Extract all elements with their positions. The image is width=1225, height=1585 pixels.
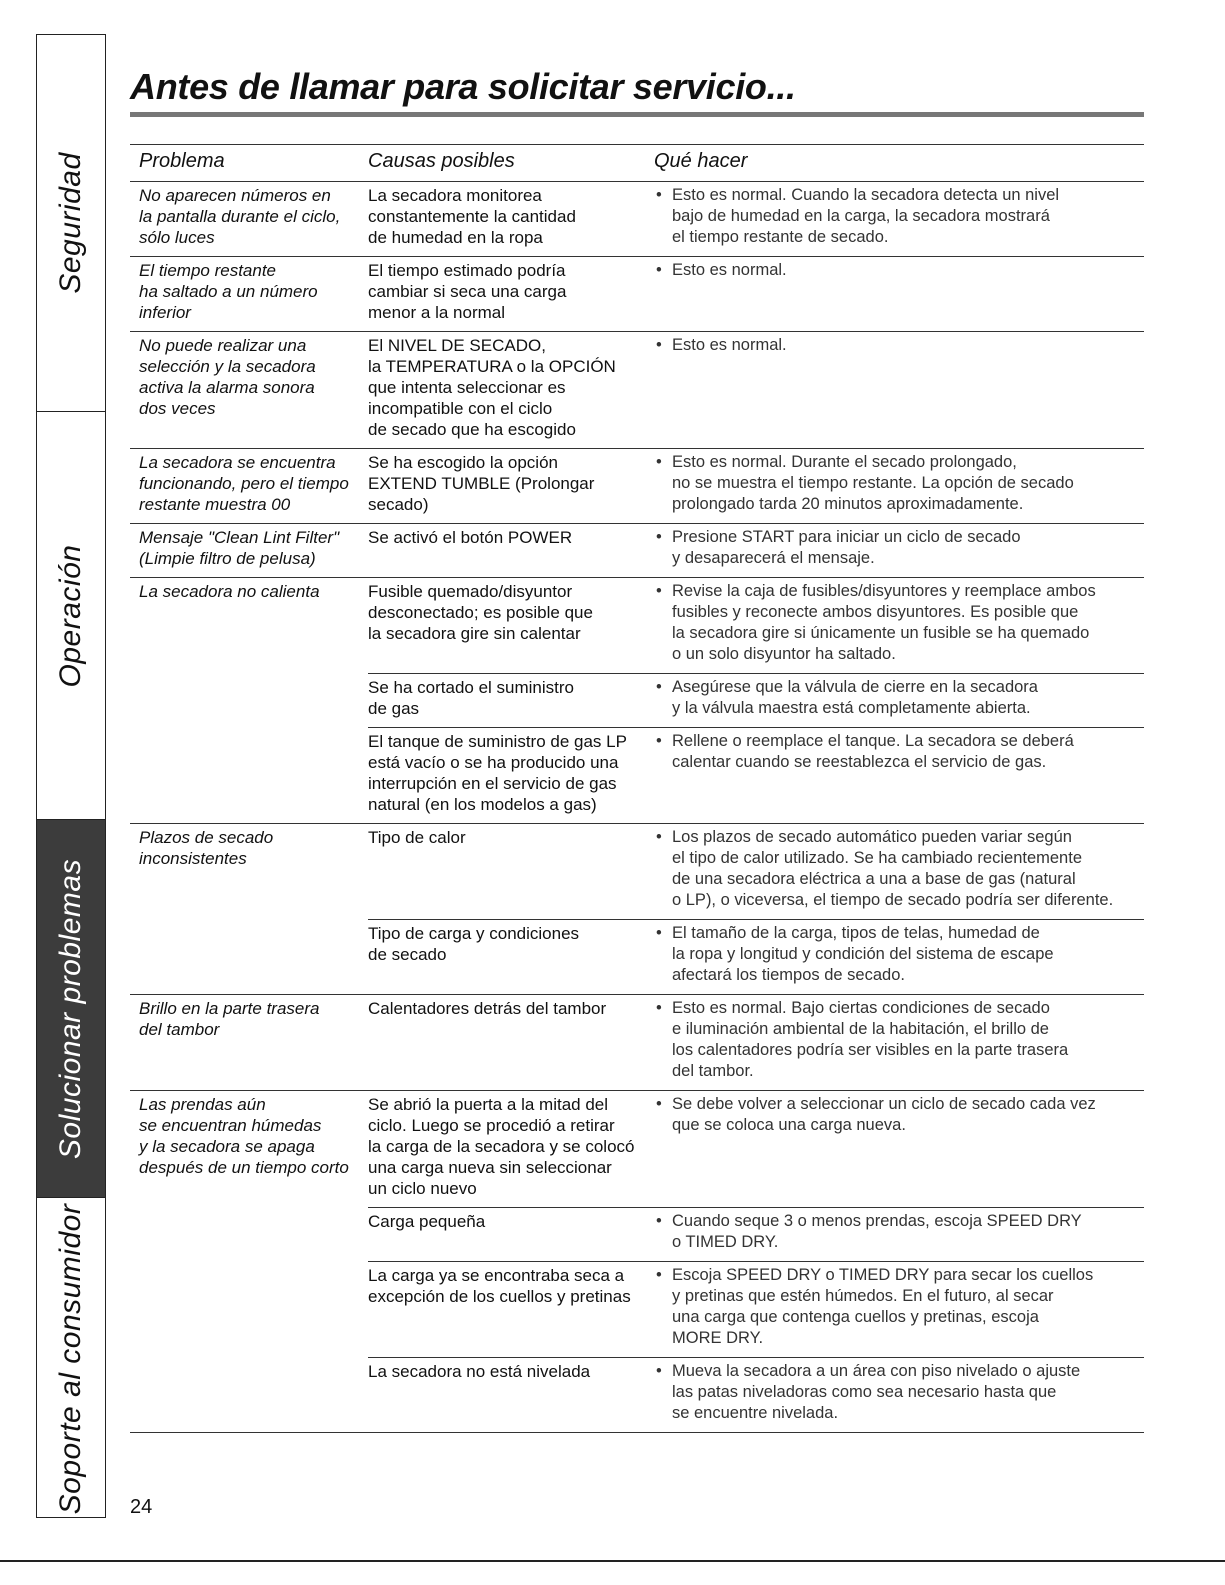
cause-row <box>368 673 1144 727</box>
cause-text: El tanque de suministro de gas LP está vacío o se ha producido una interrupción en el servicio de gas natural (en los modelos a gas) <box>368 732 627 814</box>
cause-text: Tipo de carga y condiciones de secado <box>368 924 580 964</box>
table-row <box>130 524 1144 578</box>
problem-text: Mensaje "Clean Lint Filter" (Limpie filtro de pelusa) <box>139 528 340 568</box>
problem-text: Las prendas aún se encuentran húmedas y la secadora se apaga después de un tiempo corto <box>139 1095 349 1177</box>
cause-text: La carga ya se encontraba seca a excepción de los cuellos y pretinas <box>368 1266 631 1306</box>
cause-text: La secadora monitorea constantemente la cantidad de humedad en la ropa <box>368 186 576 247</box>
problem-text: Plazos de secado inconsistentes <box>139 828 274 868</box>
cause-text: Tipo de calor <box>368 828 466 847</box>
header-problem: Problema <box>139 150 225 172</box>
action-text: • Cuando seque 3 o menos prendas, escoja SPEED DRY o TIMED DRY. <box>654 1211 1154 1253</box>
problem-text: No puede realizar una selección y la secadora activa la alarma sonora dos veces <box>139 336 316 418</box>
action-text: • Presione START para iniciar un ciclo de secado y desaparecerá el mensaje. <box>654 527 1154 569</box>
side-tab-label: Soporte al consumidor <box>54 1203 87 1514</box>
cause-row <box>368 332 1144 448</box>
side-tab-seguridad[interactable] <box>37 35 105 411</box>
cause-text: Se activó el botón POWER <box>368 528 573 547</box>
causes-list <box>368 995 1144 1090</box>
causes-list <box>368 449 1144 523</box>
cause-text: Carga pequeña <box>368 1212 486 1231</box>
action-text: • Asegúrese que la válvula de cierre en la secadora y la válvula maestra está completamente abierta. <box>654 677 1154 719</box>
table-row <box>130 995 1144 1091</box>
cause-text: Se ha cortado el suministro de gas <box>368 678 574 718</box>
cause-text: El tiempo estimado podría cambiar si seca una carga menor a la normal <box>368 261 567 322</box>
cause-text: La secadora no está nivelada <box>368 1362 591 1381</box>
problem-text: El tiempo restante ha saltado a un número inferior <box>139 261 318 322</box>
cause-row <box>368 919 1144 994</box>
cause-row <box>368 995 1144 1090</box>
action-text: • Esto es normal. <box>654 260 1154 281</box>
action-text: • Los plazos de secado automático pueden variar según el tipo de calor utilizado. Se ha cambiado recientemente de una secadora eléctrica a una a base de gas (natural o LP), o viceversa, el tiempo de secado podría ser diferente. <box>654 827 1154 911</box>
header-causes: Causas posibles <box>368 150 515 172</box>
problem-text: Brillo en la parte trasera del tambor <box>139 999 320 1039</box>
cause-row <box>368 449 1144 523</box>
table-row <box>130 449 1144 524</box>
page-number: 24 <box>130 1496 153 1518</box>
cause-row <box>368 1091 1144 1207</box>
cause-row <box>368 578 1144 673</box>
causes-list <box>368 578 1144 823</box>
side-tab-label: Seguridad <box>54 152 87 294</box>
cause-text: El NIVEL DE SECADO, la TEMPERATURA o la OPCIÓN que intenta seleccionar es incompatible con el ciclo de secado que ha escogido <box>368 336 616 439</box>
causes-list <box>368 1091 1144 1432</box>
table-body <box>130 182 1144 1433</box>
cause-row <box>368 182 1144 256</box>
action-text: • Rellene o reemplace el tanque. La secadora se deberá calentar cuando se reestablezca el servicio de gas. <box>654 731 1154 773</box>
causes-list <box>368 524 1144 577</box>
table-row <box>130 257 1144 332</box>
action-text: • Esto es normal. Durante el secado prolongado, no se muestra el tiempo restante. La opción de secado prolongado tarda 20 minutos aproximadamente. <box>654 452 1154 515</box>
side-tab-operacion[interactable] <box>37 411 105 819</box>
cause-row <box>368 524 1144 577</box>
causes-list <box>368 332 1144 448</box>
cause-row <box>368 1357 1144 1432</box>
cause-text: Calentadores detrás del tambor <box>368 999 607 1018</box>
side-tab-soporte-al-consumidor[interactable] <box>37 1197 105 1519</box>
problem-text: No aparecen números en la pantalla durante el ciclo, sólo luces <box>139 186 341 247</box>
cause-row <box>368 257 1144 331</box>
title-rule <box>130 112 1144 117</box>
table-row <box>130 578 1144 824</box>
cause-text: Fusible quemado/disyuntor desconectado; es posible que la secadora gire sin calentar <box>368 582 593 643</box>
action-text: • Revise la caja de fusibles/disyuntores y reemplace ambos fusibles y reconecte ambos disyuntores. Es posible que la secadora gire si únicamente un fusible se ha quemado o un solo disyuntor ha saltado. <box>654 581 1154 665</box>
action-text: • Esto es normal. Bajo ciertas condiciones de secado e iluminación ambiental de la habitación, el brillo de los calentadores podría ser visibles en la parte trasera del tambor. <box>654 998 1154 1082</box>
table-row <box>130 824 1144 995</box>
problem-text: La secadora se encuentra funcionando, pero el tiempo restante muestra 00 <box>139 453 349 514</box>
side-tab-label: Operación <box>54 544 87 687</box>
side-tab-label: Solucionar problemas <box>54 858 87 1159</box>
action-text: • Escoja SPEED DRY o TIMED DRY para secar los cuellos y pretinas que estén húmedos. En el futuro, al secar una carga que contenga cuellos y pretinas, escoja MORE DRY. <box>654 1265 1154 1349</box>
causes-list <box>368 824 1144 994</box>
bottom-rule <box>0 1560 1225 1562</box>
table-header <box>130 144 1144 182</box>
troubleshooting-table <box>130 144 1144 1433</box>
side-tab-strip <box>36 34 106 1518</box>
causes-list <box>368 257 1144 331</box>
page-title: Antes de llamar para solicitar servicio... <box>130 66 796 107</box>
cause-text: Se ha escogido la opción EXTEND TUMBLE (Prolongar secado) <box>368 453 595 514</box>
action-text: • Se debe volver a seleccionar un ciclo de secado cada vez que se coloca una carga nueva. <box>654 1094 1154 1136</box>
table-row <box>130 332 1144 449</box>
problem-text: La secadora no calienta <box>139 582 320 601</box>
header-action: Qué hacer <box>654 150 748 172</box>
cause-text: Se abrió la puerta a la mitad del ciclo. Luego se procedió a retirar la carga de la secadora y se colocó una carga nueva sin seleccionar un ciclo nuevo <box>368 1095 635 1198</box>
action-text: • Mueva la secadora a un área con piso nivelado o ajuste las patas niveladoras como sea necesario hasta que se encuentre nivelada. <box>654 1361 1154 1424</box>
cause-row <box>368 1261 1144 1357</box>
action-text: • El tamaño de la carga, tipos de telas, humedad de la ropa y longitud y condición del sistema de escape afectará los tiempos de secado. <box>654 923 1154 986</box>
cause-row <box>368 1207 1144 1261</box>
table-row <box>130 182 1144 257</box>
cause-row <box>368 824 1144 919</box>
cause-row <box>368 727 1144 823</box>
causes-list <box>368 182 1144 256</box>
table-row <box>130 1091 1144 1433</box>
action-text: • Esto es normal. Cuando la secadora detecta un nivel bajo de humedad en la carga, la secadora mostrará el tiempo restante de secado. <box>654 185 1154 248</box>
action-text: • Esto es normal. <box>654 335 1154 356</box>
side-tab-solucionar-problemas[interactable] <box>37 819 105 1197</box>
